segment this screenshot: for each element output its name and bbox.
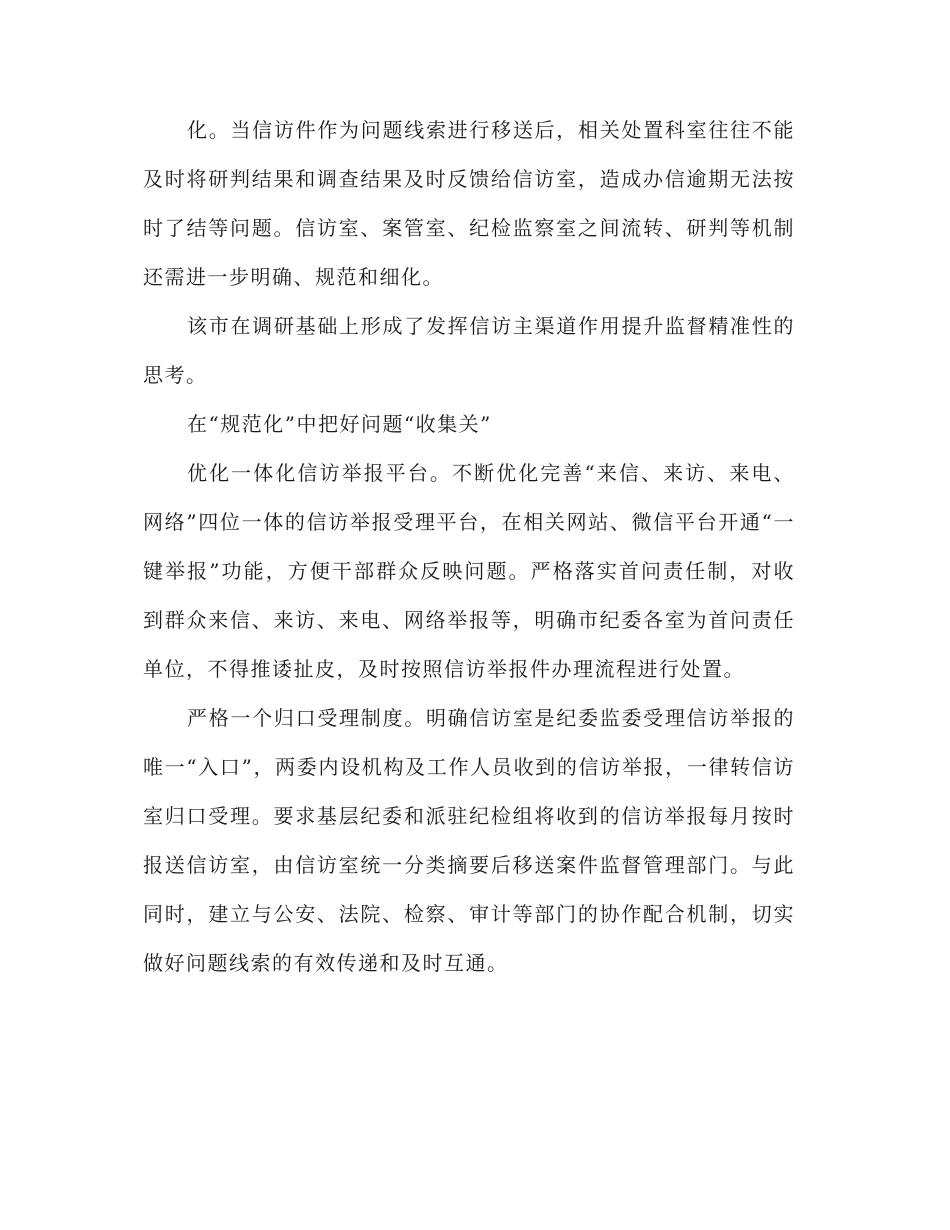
document-body	[143, 106, 795, 988]
paragraph-platform: 优化一体化信访举报平台。不断优化完善“来信、来访、来电、网络”四位一体的信访举报受理平台，在相关网站、微信平台开通“一键举报”功能，方便干部群众反映问题。严格落实首问责任制，对收到群众来信、来访、来电、网络举报等，明确市纪委各室为首问责任单位，不得推诿扯皮，及时按照信访举报件办理流程进行处置。	[143, 461, 795, 681]
section-heading: 在“规范化”中把好问题“收集关”	[187, 412, 492, 436]
paragraph-summary: 该市在调研基础上形成了发挥信访主渠道作用提升监督精准性的思考。	[143, 314, 795, 387]
paragraph-continuation: 化。当信访件作为问题线索进行移送后，相关处置科室往往不能及时将研判结果和调查结果及时反馈给信访室，造成办信逾期无法按时了结等问题。信访室、案管室、纪检监察室之间流转、研判等机制还需进一步明确、规范和细化。	[143, 118, 795, 289]
paragraph-acceptance: 严格一个归口受理制度。明确信访室是纪委监委受理信访举报的唯一“入口”，两委内设机构及工作人员收到的信访举报，一律转信访室归口受理。要求基层纪委和派驻纪检组将收到的信访举报每月按时报送信访室，由信访室统一分类摘要后移送案件监督管理部门。与此同时，建立与公安、法院、检察、审计等部门的协作配合机制，切实做好问题线索的有效传递和及时互通。	[143, 706, 795, 975]
